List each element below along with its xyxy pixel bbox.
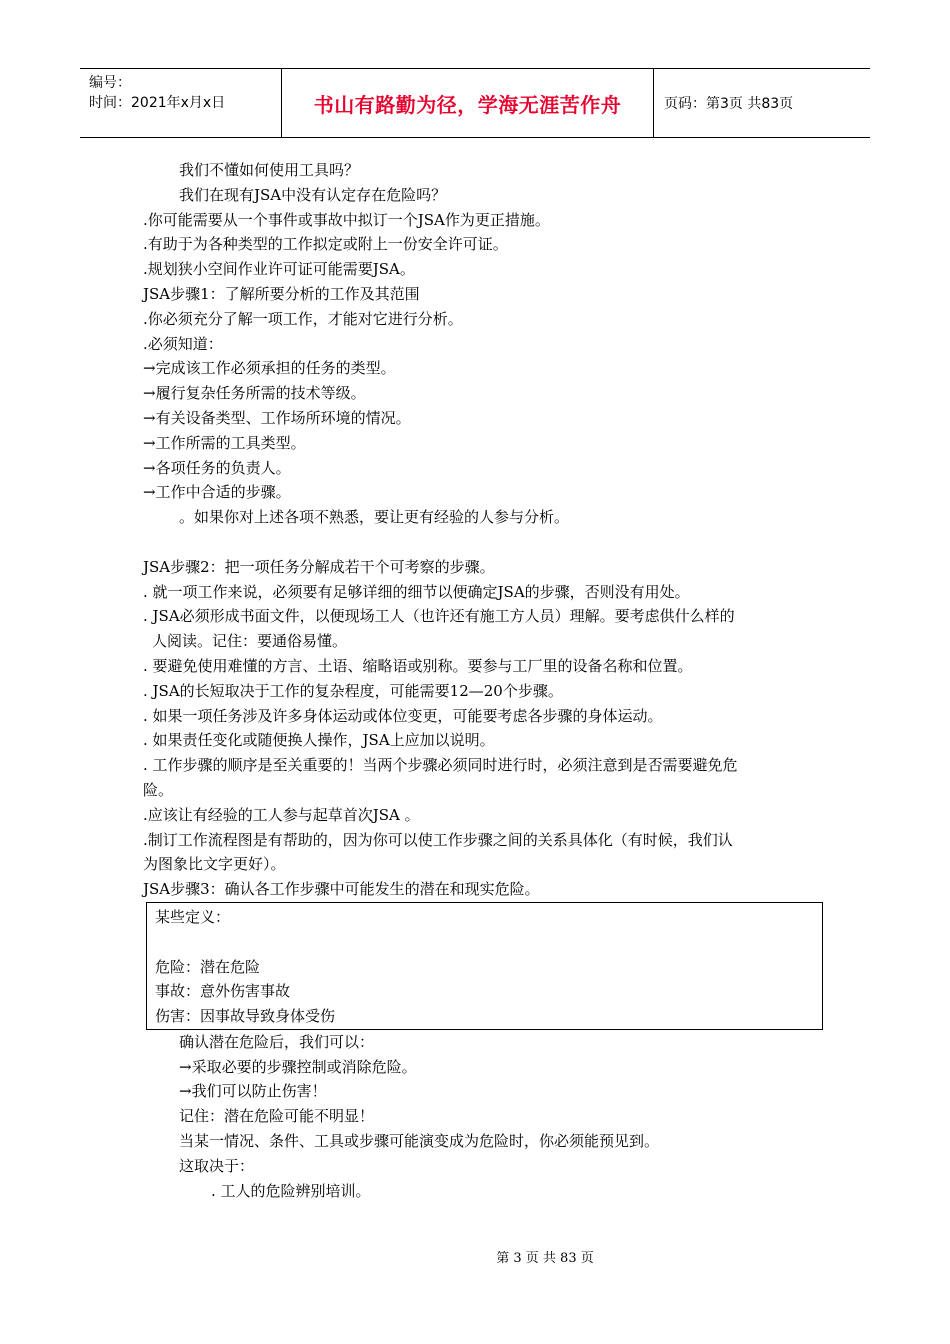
paragraph-line: .必须知道： — [143, 334, 223, 353]
page-number-label: 页码：第3页 共83页 — [664, 96, 794, 112]
paragraph-line: .你必须充分了解一项工作，才能对它进行分析。 — [143, 309, 463, 328]
section-heading: JSA步骤2：把一项任务分解成若干个可考察的步骤。 — [143, 557, 495, 576]
arrow-list-item: →有关设备类型、工作场所环境的情况。 — [143, 408, 411, 427]
paragraph-line: 这取决于： — [179, 1156, 255, 1175]
definition-item: 危险：潜在危险 — [155, 957, 261, 976]
arrow-list-item: →我们可以防止伤害！ — [179, 1082, 327, 1101]
document-date: 时间：2021年x月x日 — [89, 95, 226, 111]
paragraph-line: 我们不懂如何使用工具吗？ — [179, 161, 360, 179]
definitions-box — [146, 902, 823, 1030]
definition-item: 伤害：因事故导致身体受伤 — [155, 1007, 336, 1026]
paragraph-line: .应该让有经验的工人参与起草首次JSA 。 — [143, 805, 420, 824]
paragraph-line: 确认潜在危险后，我们可以： — [179, 1032, 375, 1051]
arrow-list-item: →工作中合适的步骤。 — [143, 483, 291, 502]
document-body — [143, 158, 813, 1203]
document-number-label: 编号： — [89, 75, 131, 91]
paragraph-line: . 工作步骤的顺序是至关重要的！当两个步骤必须同时进行时，必须注意到是否需要避免危 — [143, 756, 738, 775]
paragraph-line: 记住：潜在危险可能不明显！ — [179, 1107, 375, 1126]
paragraph-line: . 如果责任变化或随便换人操作，JSA上应加以说明。 — [143, 731, 495, 750]
definitions-title: 某些定义： — [155, 907, 231, 926]
paragraph-line: 为图象比文字更好）。 — [143, 855, 286, 874]
header-slogan — [282, 69, 654, 137]
paragraph-line: . 工人的危险辨别培训。 — [211, 1181, 371, 1200]
blank-line — [155, 930, 822, 955]
paragraph-line: 我们在现有JSA中没有认定存在危险吗？ — [179, 185, 447, 204]
paragraph-line: . 要避免使用难懂的方言、土语、缩略语或别称。要参与工厂里的设备名称和位置。 — [143, 656, 693, 675]
paragraph-line: .制订工作流程图是有帮助的，因为你可以使工作步骤之间的关系具体化（有时候，我们认 — [143, 830, 733, 849]
paragraph-line: .有助于为各种类型的工作拟定或附上一份安全许可证。 — [143, 235, 508, 254]
blank-line — [143, 530, 813, 555]
header-page-info — [654, 69, 870, 137]
paragraph-line: .规划狭小空间作业许可证可能需要JSA。 — [143, 260, 415, 279]
header-meta — [80, 69, 282, 137]
paragraph-line: . 就一项工作来说，必须要有足够详细的细节以便确定JSA的步骤，否则没有用处。 — [143, 582, 690, 601]
arrow-list-item: →履行复杂任务所需的技术等级。 — [143, 384, 366, 403]
paragraph-line: 当某一情况、条件、工具或步骤可能演变成为危险时，你必须能预见到。 — [179, 1132, 660, 1151]
paragraph-line: . JSA的长短取决于工作的复杂程度，可能需要12—20个步骤。 — [143, 681, 563, 700]
paragraph-line: 险。 — [143, 780, 174, 799]
paragraph-line: .你可能需要从一个事件或事故中拟订一个JSA作为更正措施。 — [143, 210, 550, 229]
section-heading: JSA步骤3：确认各工作步骤中可能发生的潜在和现实危险。 — [143, 880, 540, 899]
definition-item: 事故：意外伤害事故 — [155, 982, 291, 1001]
paragraph-line: . JSA必须形成书面文件，以便现场工人（也许还有施工方人员）理解。要考虑供什么样的 — [143, 607, 735, 626]
arrow-list-item: →各项任务的负责人。 — [143, 458, 291, 477]
slogan-text: 书山有路勤为径，学海无涯苦作舟 — [313, 92, 622, 117]
page-footer: 第 3 页 共 83 页 — [496, 1251, 594, 1266]
arrow-list-item: →采取必要的步骤控制或消除危险。 — [179, 1057, 417, 1076]
page-header — [80, 68, 870, 138]
section-heading: JSA步骤1：了解所要分析的工作及其范围 — [143, 284, 420, 303]
paragraph-line: 人阅读。记住：要通俗易懂。 — [152, 632, 348, 651]
arrow-list-item: →完成该工作必须承担的任务的类型。 — [143, 359, 396, 378]
paragraph-line: 。如果你对上述各项不熟悉，要让更有经验的人参与分析。 — [179, 508, 570, 527]
paragraph-line: . 如果一项任务涉及许多身体运动或体位变更，可能要考虑各步骤的身体运动。 — [143, 706, 663, 725]
arrow-list-item: →工作所需的工具类型。 — [143, 433, 306, 452]
